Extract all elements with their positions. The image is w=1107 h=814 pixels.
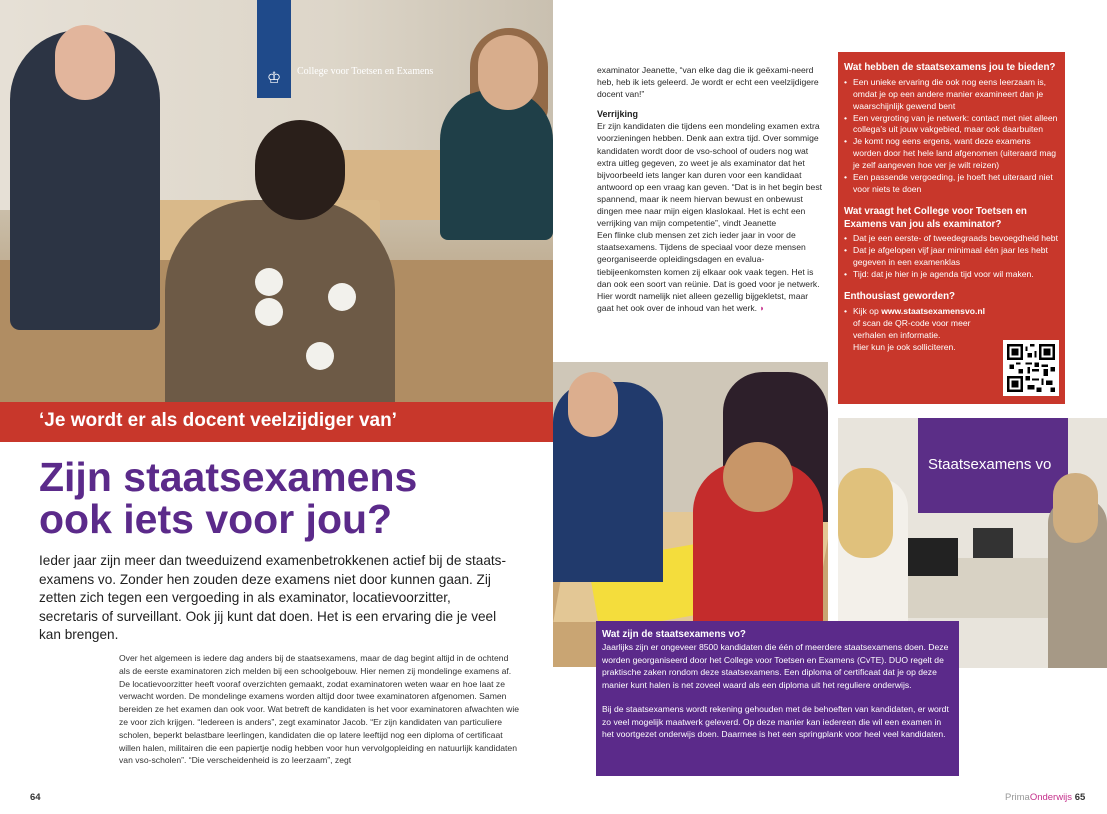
intro-paragraph: Ieder jaar zijn meer dan tweeduizend examenbetrokkenen actief bij de staats-examens vo. Zonder hen zouden deze examens niet door kunnen gaan. Zij zetten zich tegen een vergoeding in als examinator, locatievoorzitter, secretaris of surveillant. Ook jij kunt dat doen. Het is een ervaring die je veel kan brengen.	[39, 553, 506, 642]
page-number-left: 64	[30, 792, 41, 803]
list-item: • Een vergroting van je netwerk: contact met niet alleen collega’s uit jouw vakgebied, maar ook daarbuiten	[844, 113, 1059, 137]
section-title: Wat hebben de staatsexamens jou te bieden?	[844, 62, 1056, 73]
main-photo	[0, 0, 553, 402]
logo-text: College voor Toetsen en Examens	[297, 66, 434, 77]
website-link[interactable]: www.staatsexamensvo.nl	[881, 305, 985, 316]
section-title: Wat zijn de staatsexamens vo?	[602, 629, 746, 640]
subheading: Verrijking	[597, 109, 639, 120]
qr-code-icon[interactable]	[1003, 340, 1059, 396]
paragraph: Een flinke club mensen zet zich ieder jaar in voor de staatsexamens. Tijdens de speciaal voor deze mensen georganiseerde opleidingsdagen en evalua-tiebijeenkomsten komen zij elkaar ook vaak tegen. Het is dan ook een soort van reünie. Dat is goed voor je netwerk. Hier wordt namelijk niet alleen gezellig bijgekletst, maar gaat het ook over de inhoud van het werk. ◗	[597, 230, 820, 313]
list-item: • Dat je een eerste- of tweedegraads bevoegdheid hebt	[844, 233, 1059, 245]
list-item: • Tijd: dat je hier in je agenda tijd voor wil maken.	[844, 269, 1059, 281]
info-box-purple	[596, 621, 959, 776]
list-item: • Kijk op www.staatsexamensvo.nl of scan de QR-code voor meer verhalen en informatie. Hier kun je ook solliciteren.	[844, 306, 994, 354]
body-text-left: Over het algemeen is iedere dag anders bij de staatsexamens, maar de dag begint altijd in de ochtend als de eerste examinatoren zich melden bij een schoolgebouw. Hier nemen zij mondelinge examens af. De locatievoorzitter heeft vooraf overzichten gemaakt, zodat examinatoren weten waar en hoe laat ze verwacht worden. De mondelinge examens worden altijd door twee examinatoren afgenomen. Samen bereiden ze het examen dan ook voor. Wat betreft de kandidaten is het voor examinatoren afwachten wie ze voor zich krijgen. “Iedereen is anders”, zegt examinator Jacob. “Er zijn kandidaten van particuliere scholen, beperkt belastbare leerlingen, kandidaten die op latere leeftijd nog een diploma of certificaat willen halen, militairen die een papiertje nodig hebben voor hun vervolgopleiding en natuurlijk kandidaten van vso-scholen”. “Die verscheidenheid is zo leerzaam”, zegt	[119, 653, 520, 766]
benefits-list	[844, 77, 1059, 196]
list-item: • Dat je afgelopen vijf jaar minimaal één jaar les hebt gegeven in een examenklas	[844, 245, 1059, 269]
crest-icon: ♔	[266, 70, 282, 87]
paragraph: Er zijn kandidaten die tijdens een mondeling examen extra voorzieningen hebben. Denk aan extra tijd. Over sommige kandidaten wordt door de vso-school of ouders nog wat extra uitleg gegeven, zo weet je als examinator dat het bijvoorbeeld iets langer kan duren voor een kandidaat antwoord op een vraag kan geven. “Dat is in het begin best spannend, maar ik neem hiervan bewust en onbewust dingen mee naar mijn eigen klaslokaal. Het is echt een verrijking van mijn competentie”, vindt Jeanette	[597, 121, 823, 229]
section-title: Wat vraagt het College voor Toetsen en Examens van jou als examinator?	[844, 205, 1027, 230]
list-item: • Een passende vergoeding, je hoeft het uiteraard niet voor niets te doen	[844, 172, 1059, 196]
list-item: • Je komt nog eens ergens, want deze examens worden door het hele land afgenomen (uiteraard mag je zelf aangeven hoe ver je wilt reizen)	[844, 136, 1059, 172]
banner-text: Staatsexamens vo	[928, 456, 1052, 473]
page-title: Zijn staatsexamens ook iets voor jou?	[39, 454, 418, 542]
magazine-name: Prima	[1005, 792, 1030, 803]
requirements-list	[844, 233, 1059, 281]
paragraph: Jaarlijks zijn er ongeveer 8500 kandidaten die één of meerdere staatsexamens doen. Deze worden georganiseerd door het College voor Toetsen en Examens (CvTE). DUO regelt de praktische zaken rondom deze staatsexamens. Een diploma of certificaat dat je op deze manier kunt halen is net zoveel waard als een diploma uit het reguliere onderwijs.	[602, 642, 949, 690]
footer-right: PrimaOnderwijs 65	[1005, 792, 1086, 803]
quote-banner: ‘Je wordt er als docent veelzijdiger van’	[0, 402, 553, 442]
section-title: Enthousiast geworden?	[844, 291, 956, 303]
page-number-right: 65	[1074, 792, 1086, 803]
list-item: • Een unieke ervaring die ook nog eens leerzaam is, omdat je op een andere manier examineert dan je waarschijnlijk gewend bent	[844, 77, 1059, 113]
end-mark-icon: ◗	[759, 302, 765, 313]
paragraph: Bij de staatsexamens wordt rekening gehouden met de behoeften van kandidaten, er wordt zo veel mogelijk maatwerk geleverd. Op deze manier kan iedereen die wil een examen in het voortgezet onderwijs doen. Daarmee is het een springplank voor heel veel kandidaten.	[602, 704, 949, 739]
paragraph: examinator Jeanette, “van elke dag die ik geëxami-neerd heb, heb ik iets geleerd. Je wordt er echt een veelzijdigere docent van!”	[597, 65, 819, 100]
body-text-middle	[597, 64, 822, 314]
